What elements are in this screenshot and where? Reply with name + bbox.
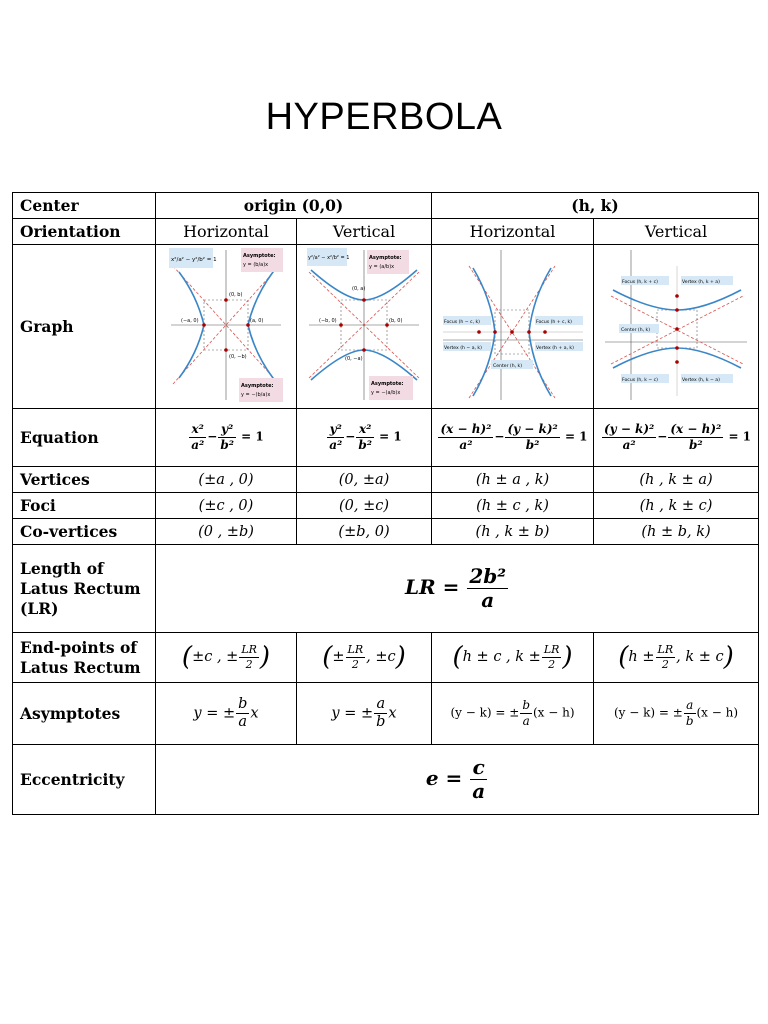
- row-header-vertices: Vertices: [13, 467, 156, 493]
- g2-asym-top: y = (a/b)x: [369, 263, 395, 270]
- orientation-4: Vertical: [594, 219, 759, 245]
- covertices-4: (h ± b, k): [594, 519, 759, 545]
- covertices-2: (±b, 0): [297, 519, 432, 545]
- covertices-3: (h , k ± b): [432, 519, 594, 545]
- graph-cell-3: [432, 245, 594, 409]
- asymptote-3: (y − k) = ± $\frac{b}{a}$ (x − h): [432, 683, 594, 745]
- g3-focus-right: Focus (h + c, k): [535, 319, 572, 325]
- graph-vertical-origin: [305, 246, 423, 404]
- hyperbola-table: [12, 192, 759, 815]
- endpoints-4: (h ± $\frac{LR}{2}$ , k ± c): [594, 633, 759, 683]
- g3-vertex-left: Vertex (h − a, k): [443, 345, 482, 351]
- vertices-3: (h ± a , k): [432, 467, 594, 493]
- g1-asym-title-2: Asymptote:: [241, 382, 274, 389]
- g2-asym-bot: y = −(a/b)x: [371, 389, 401, 396]
- row-header-orientation: Orientation: [13, 219, 156, 245]
- graph-cell-2: [297, 245, 432, 409]
- g3-center: Center (h, k): [492, 363, 522, 369]
- foci-4: (h , k ± c): [594, 493, 759, 519]
- graph-horizontal-shifted: [439, 246, 587, 404]
- header-hk: (h, k): [432, 193, 759, 219]
- g2-asym-title-2: Asymptote:: [371, 380, 404, 387]
- g4-vertex-top: Vertex (h, k + a): [682, 279, 720, 285]
- equation-4: $\frac{\text{(y − k)²}}{\text{a²}}$ − $\frac{\text{(x − h)²}}{\text{b²}}$ = 1: [594, 409, 759, 467]
- g4-focus-bottom: Focus (h, k − c): [622, 377, 658, 383]
- g1-equation: x²/a² − y²/b² = 1: [171, 256, 217, 263]
- row-header-endpoints: End-points of Latus Rectum: [13, 633, 156, 683]
- endpoints-3: (h ± c , k ± $\frac{LR}{2}$ ): [432, 633, 594, 683]
- g1-pt-right: (a, 0): [250, 317, 264, 324]
- g2-equation: y²/a² − x²/b² = 1: [308, 254, 350, 261]
- graph-horizontal-origin: [167, 246, 285, 404]
- g2-pt-top: (0, a): [352, 285, 366, 292]
- equation-2: $\frac{\text{y²}}{\text{a²}}$ − $\frac{\text{x²}}{\text{b²}}$ = 1: [297, 409, 432, 467]
- asymptote-1: y = ± $\frac{b}{a}$ x: [156, 683, 297, 745]
- asymptote-2: y = ± $\frac{a}{b}$ x: [297, 683, 432, 745]
- header-origin: origin (0,0): [156, 193, 432, 219]
- row-header-foci: Foci: [13, 493, 156, 519]
- row-header-latus-rectum: Length of Latus Rectum (LR): [13, 545, 156, 633]
- graph-cell-1: [156, 245, 297, 409]
- g1-pt-top: (0, b): [229, 291, 243, 298]
- equation-3: $\frac{\text{(x − h)²}}{\text{a²}}$ − $\frac{\text{(y − k)²}}{\text{b²}}$ = 1: [432, 409, 594, 467]
- asymptote-4: (y − k) = ± $\frac{a}{b}$ (x − h): [594, 683, 759, 745]
- row-header-equation: Equation: [13, 409, 156, 467]
- endpoints-1: (±c , ± $\frac{LR}{2}$ ): [156, 633, 297, 683]
- vertices-1: (±a , 0): [156, 467, 297, 493]
- g3-focus-left: Focus (h − c, k): [443, 319, 480, 325]
- orientation-3: Horizontal: [432, 219, 594, 245]
- g2-pt-right: (b, 0): [389, 317, 403, 324]
- orientation-2: Vertical: [297, 219, 432, 245]
- g2-asym-title: Asymptote:: [369, 254, 402, 261]
- page-title: HYPERBOLA: [265, 96, 503, 138]
- g1-asym-bot: y = −(b/a)x: [241, 391, 271, 398]
- g2-pt-bottom: (0, −a): [345, 355, 363, 362]
- g3-vertex-right: Vertex (h + a, k): [535, 345, 574, 351]
- g4-center: Center (h, k): [621, 327, 651, 333]
- vertices-4: (h , k ± a): [594, 467, 759, 493]
- eccentricity-formula: e = $\frac{c}{a}$: [156, 745, 759, 815]
- g1-pt-bottom: (0, −b): [229, 353, 247, 360]
- row-header-covertices: Co-vertices: [13, 519, 156, 545]
- foci-2: (0, ±c): [297, 493, 432, 519]
- graph-vertical-shifted: [601, 246, 751, 404]
- foci-1: (±c , 0): [156, 493, 297, 519]
- orientation-1: Horizontal: [156, 219, 297, 245]
- covertices-1: (0 , ±b): [156, 519, 297, 545]
- row-header-eccentricity: Eccentricity: [13, 745, 156, 815]
- foci-3: (h ± c , k): [432, 493, 594, 519]
- row-header-graph: Graph: [13, 245, 156, 409]
- graph-cell-4: [594, 245, 759, 409]
- g4-focus-top: Focus (h, k + c): [622, 279, 658, 285]
- endpoints-2: (± $\frac{LR}{2}$ , ±c): [297, 633, 432, 683]
- g1-asym-title: Asymptote:: [243, 252, 276, 259]
- latus-rectum-formula: LR = $\frac{\text{2b²}}{a}$: [156, 545, 759, 633]
- equation-1: $\frac{\text{x²}}{\text{a²}}$ − $\frac{\text{y²}}{\text{b²}}$ = 1: [156, 409, 297, 467]
- row-header-asymptotes: Asymptotes: [13, 683, 156, 745]
- g2-pt-left: (−b, 0): [319, 317, 337, 324]
- g4-vertex-bottom: Vertex (h, k − a): [682, 377, 720, 383]
- g1-pt-left: (−a, 0): [181, 317, 199, 324]
- g1-asym-top: y = (b/a)x: [243, 261, 269, 268]
- vertices-2: (0, ±a): [297, 467, 432, 493]
- row-header-center: Center: [13, 193, 156, 219]
